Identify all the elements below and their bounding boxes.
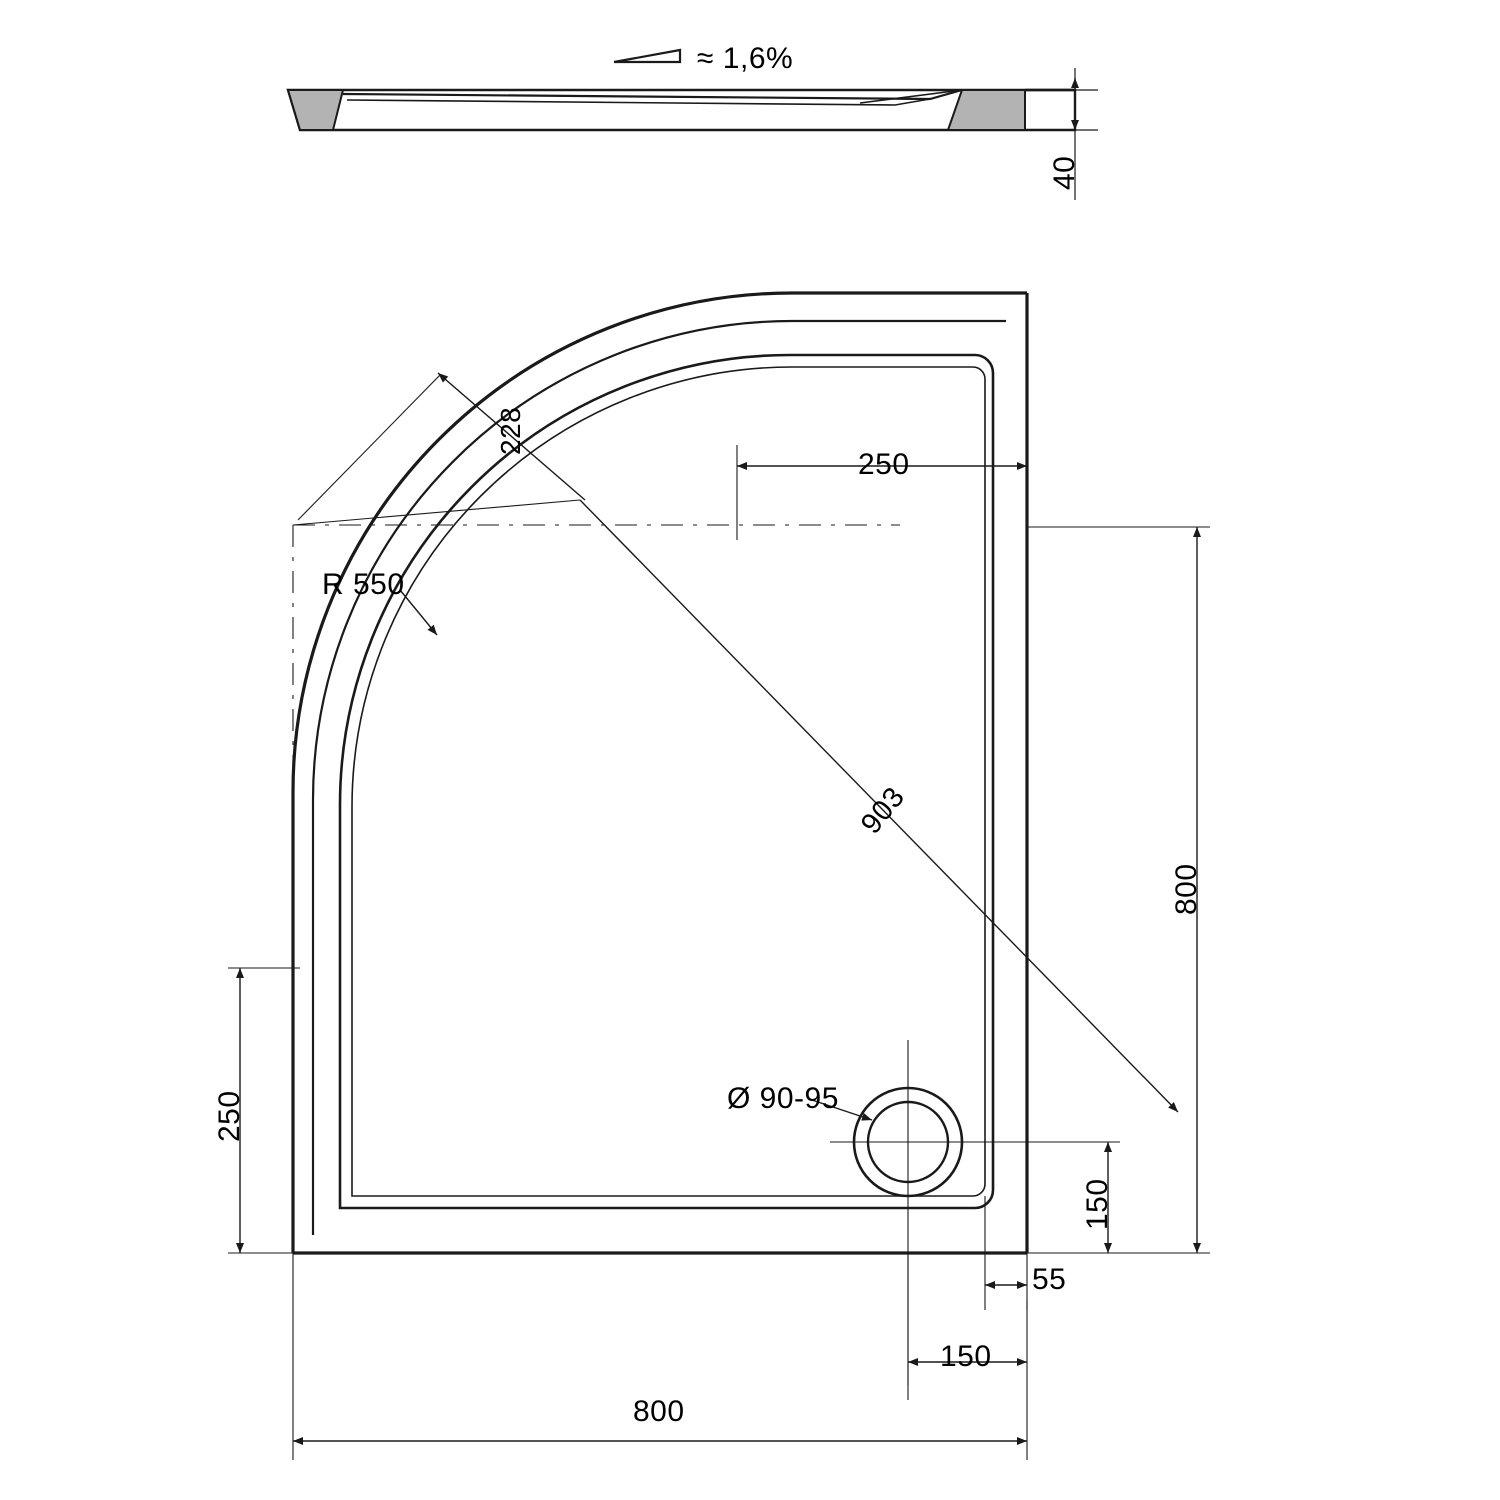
section-right-shade bbox=[948, 90, 1025, 130]
thickness-label: 40 bbox=[1048, 155, 1081, 190]
drain-from-left-label: 150 bbox=[940, 1340, 992, 1373]
radius-leader bbox=[400, 590, 437, 635]
overall-width-label: 800 bbox=[633, 1395, 685, 1428]
left-offset-label: 250 bbox=[213, 1090, 246, 1142]
slope-label: ≈ 1,6% bbox=[697, 42, 794, 75]
corner-offset-label: 228 bbox=[495, 406, 526, 455]
diagonal-label: 903 bbox=[855, 781, 912, 841]
basin-outline bbox=[340, 355, 993, 1208]
corner-helper-line bbox=[293, 500, 580, 525]
top-offset-label: 250 bbox=[858, 448, 910, 481]
section-view bbox=[288, 50, 1098, 200]
slope-symbol-icon bbox=[614, 50, 680, 62]
overall-height-label: 800 bbox=[1170, 863, 1203, 915]
drain-from-bottom-label: 150 bbox=[1081, 1178, 1114, 1230]
radius-label: R 550 bbox=[322, 568, 405, 601]
tray-outer-edge bbox=[293, 293, 1027, 1253]
section-left-shade bbox=[288, 90, 343, 130]
basin-inner-outline bbox=[352, 367, 985, 1196]
drain-edge-label: 55 bbox=[1032, 1263, 1067, 1296]
drain-diameter-label: Ø 90-95 bbox=[727, 1082, 839, 1115]
plan-boundary-helper bbox=[293, 293, 1027, 1253]
